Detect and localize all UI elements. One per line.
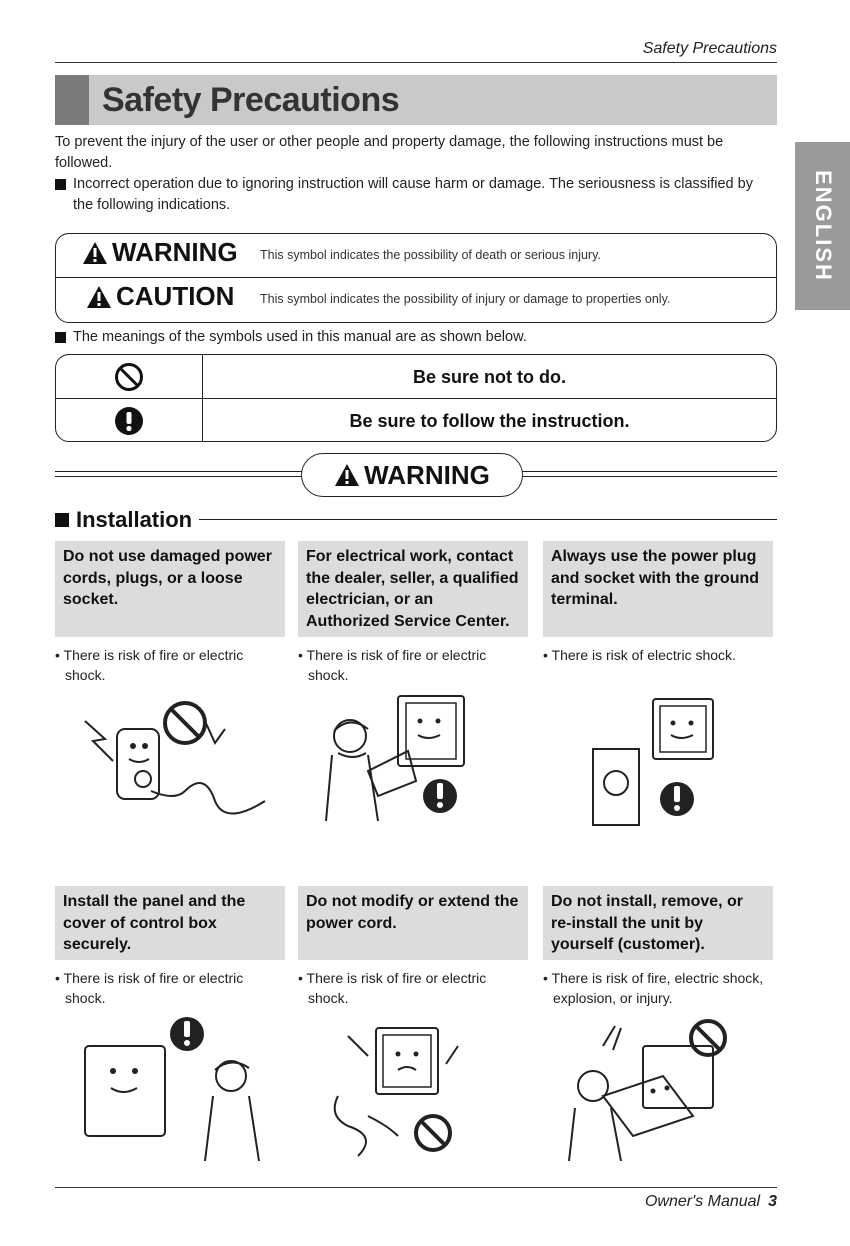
- card-heading: Always use the power plug and socket with the ground terminal.: [543, 541, 773, 637]
- card-note: • There is risk of fire or electric shock.: [298, 647, 487, 683]
- hazard-legend: [55, 233, 777, 323]
- page-title: Safety Precautions: [102, 81, 400, 119]
- power-cord-illustration: [298, 1016, 528, 1176]
- mandatory-text: Be sure to follow the instruction.: [349, 410, 630, 431]
- footer-label: Owner's Manual: [644, 1193, 761, 1210]
- electrician-illustration: [298, 691, 528, 851]
- warning-triangle-icon: [82, 241, 108, 265]
- section-square-icon: [55, 513, 69, 527]
- warning-banner-label: WARNING: [364, 459, 490, 490]
- caution-label: [86, 281, 234, 312]
- intro-bullet-2: [55, 327, 777, 348]
- caution-word: CAUTION: [116, 281, 235, 311]
- card-note: • There is risk of fire or electric shock.: [55, 970, 244, 1006]
- footer-rule: [55, 1187, 777, 1188]
- prohibition-symbol-cell: [56, 355, 202, 399]
- warning-label: [82, 237, 238, 268]
- symbol-table: [55, 354, 777, 442]
- language-tab: [795, 142, 850, 310]
- card-heading: Do not install, remove, or re-install the unit by yourself (customer).: [543, 886, 773, 960]
- page-footer: [645, 1193, 777, 1211]
- card-heading: Do not use damaged power cords, plugs, or a loose socket.: [55, 541, 285, 637]
- card-4: [55, 886, 285, 1008]
- card-note: • There is risk of electric shock.: [543, 647, 736, 663]
- header-rule: [55, 62, 777, 63]
- exclamation-icon: [114, 406, 144, 436]
- card-note: • There is risk of fire or electric shock.: [298, 970, 487, 1006]
- card-heading: Do not modify or extend the power cord.: [298, 886, 528, 960]
- card-2: [298, 541, 528, 685]
- intro-bullet-1-text: Incorrect operation due to ignoring instruction will cause harm or damage. The seriousness is classified by the following indications.: [73, 176, 753, 213]
- warning-description: This symbol indicates the possibility of death or serious injury.: [260, 248, 601, 262]
- damaged-cord-illustration: [55, 691, 285, 851]
- section-title: Installation: [76, 507, 193, 532]
- card-heading: For electrical work, contact the dealer, seller, a qualified electrician, or an Authorized Service Center.: [298, 541, 528, 637]
- prohibition-icon: [114, 362, 144, 392]
- section-rule: [199, 519, 777, 520]
- intro-bullet-1: [55, 174, 777, 216]
- panel-cover-illustration: [55, 1016, 285, 1176]
- card-note: • There is risk of fire or electric shock.: [55, 647, 244, 683]
- grounded-plug-illustration: [543, 691, 773, 851]
- warning-banner: [301, 453, 523, 497]
- bullet-square-icon: [55, 179, 66, 190]
- language-tab-label: ENGLISH: [810, 170, 836, 282]
- running-header: Safety Precautions: [642, 40, 777, 57]
- section-heading: [55, 507, 192, 533]
- warning-triangle-icon: [334, 463, 360, 487]
- self-install-illustration: [543, 1016, 773, 1176]
- prohibition-text: Be sure not to do.: [413, 366, 566, 387]
- title-bar: [55, 75, 777, 125]
- mandatory-symbol-cell: [56, 399, 202, 443]
- caution-description: This symbol indicates the possibility of injury or damage to properties only.: [260, 292, 671, 306]
- legend-row-warning: [56, 234, 776, 278]
- card-1: [55, 541, 285, 685]
- intro-paragraph: To prevent the injury of the user or other people and property damage, the following instructions must be followed.: [55, 134, 724, 171]
- bullet-square-icon: [55, 332, 66, 343]
- page-number: 3: [768, 1193, 777, 1210]
- card-5: [298, 886, 528, 1008]
- card-note: • There is risk of fire, electric shock, explosion, or injury.: [543, 970, 764, 1006]
- warning-word: WARNING: [112, 237, 238, 267]
- legend-row-caution: [56, 278, 776, 322]
- title-accent: [55, 75, 89, 125]
- card-heading: Install the panel and the cover of control box securely.: [55, 886, 285, 960]
- caution-triangle-icon: [86, 285, 112, 309]
- card-3: [543, 541, 773, 666]
- card-6: [543, 886, 773, 1008]
- intro-bullet-2-text: The meanings of the symbols used in this manual are as shown below.: [73, 329, 527, 345]
